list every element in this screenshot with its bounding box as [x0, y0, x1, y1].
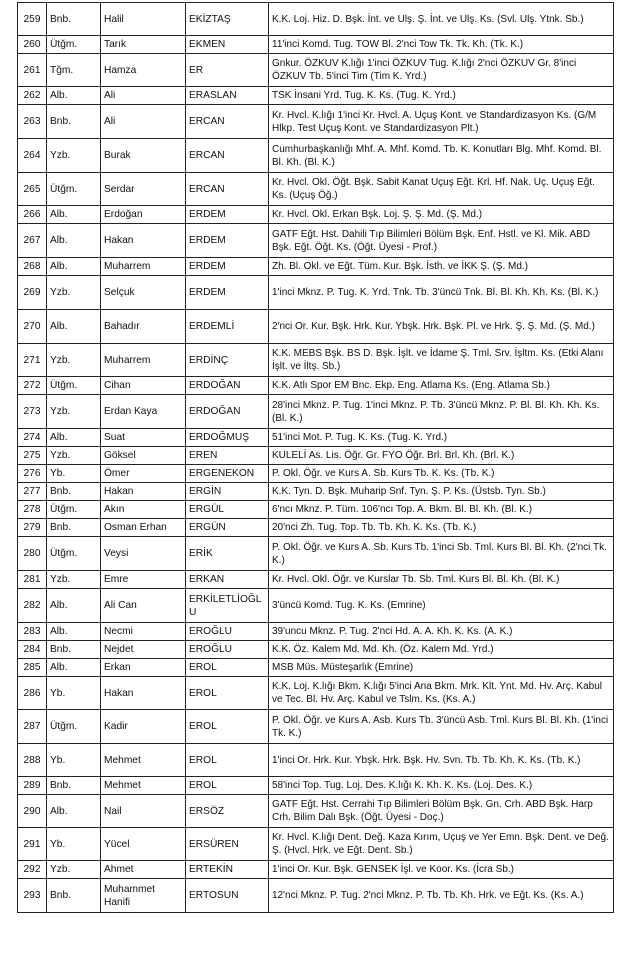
unit-cell: 39'uncu Mknz. P. Tug. 2'nci Hd. A. A. Kh. K. Ks. (A. K.) — [269, 623, 614, 641]
table-row — [18, 589, 614, 623]
surname-cell: ERDEM — [186, 258, 269, 276]
first-name-cell: Ali — [101, 87, 186, 105]
rank-cell: Yzb. — [47, 139, 101, 173]
row-number: 271 — [18, 344, 47, 377]
row-number: 268 — [18, 258, 47, 276]
unit-cell: 20'nci Zh. Tug. Top. Tb. Tb. Kh. K. Ks. (Tb. K.) — [269, 519, 614, 537]
table-row — [18, 641, 614, 659]
table-row — [18, 276, 614, 310]
table-row — [18, 258, 614, 276]
table-row — [18, 54, 614, 87]
row-number: 262 — [18, 87, 47, 105]
table-row — [18, 377, 614, 395]
first-name-cell: Hakan — [101, 224, 186, 258]
table-row — [18, 501, 614, 519]
row-number: 292 — [18, 861, 47, 879]
rank-cell: Ütğm. — [47, 173, 101, 206]
row-number: 293 — [18, 879, 47, 913]
surname-cell: ER — [186, 54, 269, 87]
table-row — [18, 465, 614, 483]
rank-cell: Alb. — [47, 429, 101, 447]
unit-cell: 1'inci Mknz. P. Tug. K. Yrd. Tnk. Tb. 3'üncü Tnk. Bl. Bl. Kh. Kh. Ks. (Bl. K.) — [269, 276, 614, 310]
row-number: 275 — [18, 447, 47, 465]
first-name-cell: Bahadır — [101, 310, 186, 344]
surname-cell: ERSÖZ — [186, 795, 269, 828]
rank-cell: Yb. — [47, 744, 101, 777]
row-number: 289 — [18, 777, 47, 795]
table-row — [18, 344, 614, 377]
table-row — [18, 429, 614, 447]
first-name-cell: Muhammet Hanifi — [101, 879, 186, 913]
first-name-cell: Yücel — [101, 828, 186, 861]
surname-cell: EKİZTAŞ — [186, 3, 269, 36]
surname-cell: ERDEM — [186, 224, 269, 258]
rank-cell: Ütğm. — [47, 377, 101, 395]
unit-cell: 1'inci Or. Kur. Bşk. GENSEK İşl. ve Koor. Ks. (İcra Sb.) — [269, 861, 614, 879]
row-number: 284 — [18, 641, 47, 659]
surname-cell: EROĞLU — [186, 623, 269, 641]
table-row — [18, 105, 614, 139]
unit-cell: 6'ncı Mknz. P. Tüm. 106'ncı Top. A. Bkm. Bl. Bl. Kh. (Bl. K.) — [269, 501, 614, 519]
surname-cell: ERDOĞAN — [186, 377, 269, 395]
surname-cell: ERDOĞMUŞ — [186, 429, 269, 447]
first-name-cell: Hakan — [101, 483, 186, 501]
unit-cell: 3'üncü Komd. Tug. K. Ks. (Emrine) — [269, 589, 614, 623]
rank-cell: Tğm. — [47, 54, 101, 87]
rank-cell: Bnb. — [47, 3, 101, 36]
rank-cell: Alb. — [47, 659, 101, 677]
surname-cell: ERKAN — [186, 571, 269, 589]
unit-cell: KULELİ As. Lis. Öğr. Gr. FYO Öğr. Brl. Brl. Kh. (Brl. K.) — [269, 447, 614, 465]
table-row — [18, 483, 614, 501]
first-name-cell: Erdan Kaya — [101, 395, 186, 429]
row-number: 281 — [18, 571, 47, 589]
surname-cell: ERDEMLİ — [186, 310, 269, 344]
unit-cell: MSB Müs. Müsteşarlık (Emrine) — [269, 659, 614, 677]
surname-cell: ERDOĞAN — [186, 395, 269, 429]
first-name-cell: Osman Erhan — [101, 519, 186, 537]
rank-cell: Ütğm. — [47, 537, 101, 571]
surname-cell: ERDİNÇ — [186, 344, 269, 377]
surname-cell: ERDEM — [186, 206, 269, 224]
first-name-cell: Cihan — [101, 377, 186, 395]
rank-cell: Alb. — [47, 87, 101, 105]
row-number: 279 — [18, 519, 47, 537]
unit-cell: Kr. Hvcl. Okl. Öğt. Bşk. Sabit Kanat Uçuş Eğt. Krl. Hf. Nak. Uç. Uçuş Eğt. Ks. (Uçuş Öğ.) — [269, 173, 614, 206]
row-number: 288 — [18, 744, 47, 777]
row-number: 278 — [18, 501, 47, 519]
row-number: 264 — [18, 139, 47, 173]
row-number: 286 — [18, 677, 47, 710]
surname-cell: ERGİN — [186, 483, 269, 501]
unit-cell: Gnkur. ÖZKUV K.lığı 1'inci ÖZKUV Tug. K.lığı 2'nci ÖZKUV Gr. 8'inci ÖZKUV Tb. 5'inci Tim (Tim K. Yrd.) — [269, 54, 614, 87]
row-number: 272 — [18, 377, 47, 395]
table-row — [18, 828, 614, 861]
surname-cell: ERCAN — [186, 139, 269, 173]
unit-cell: 51'inci Mot. P. Tug. K. Ks. (Tug. K. Yrd.) — [269, 429, 614, 447]
first-name-cell: Ali — [101, 105, 186, 139]
rank-cell: Yb. — [47, 465, 101, 483]
rank-cell: Yb. — [47, 677, 101, 710]
unit-cell: P. Okl. Öğr. ve Kurs A. Sb. Kurs Tb. K. Ks. (Tb. K.) — [269, 465, 614, 483]
first-name-cell: Mehmet — [101, 744, 186, 777]
surname-cell: ERGENEKON — [186, 465, 269, 483]
row-number: 282 — [18, 589, 47, 623]
table-row — [18, 206, 614, 224]
table-row — [18, 395, 614, 429]
table-body — [18, 3, 614, 913]
surname-cell: ERDEM — [186, 276, 269, 310]
unit-cell: P. Okl. Öğr. ve Kurs A. Sb. Kurs Tb. 1'inci Sb. Tml. Kurs Bl. Bl. Kh. (2'nci Tk. K.) — [269, 537, 614, 571]
unit-cell: 2'nci Or. Kur. Bşk. Hrk. Kur. Ybşk. Hrk. Bşk. Pl. ve Hrk. Ş. Ş. Md. (Ş. Md.) — [269, 310, 614, 344]
first-name-cell: Tarık — [101, 36, 186, 54]
surname-cell: ERGÜL — [186, 501, 269, 519]
table-row — [18, 310, 614, 344]
rank-cell: Alb. — [47, 623, 101, 641]
first-name-cell: Emre — [101, 571, 186, 589]
rank-cell: Ütğm. — [47, 501, 101, 519]
surname-cell: EROL — [186, 777, 269, 795]
table-row — [18, 571, 614, 589]
surname-cell: EROĞLU — [186, 641, 269, 659]
table-row — [18, 744, 614, 777]
unit-cell: 11'inci Komd. Tug. TOW Bl. 2'nci Tow Tk. Tk. Kh. (Tk. K.) — [269, 36, 614, 54]
row-number: 291 — [18, 828, 47, 861]
rank-cell: Yzb. — [47, 395, 101, 429]
first-name-cell: Erdoğan — [101, 206, 186, 224]
unit-cell: K.K. Loj. Hiz. D. Bşk. İnt. ve Ulş. Ş. İnt. ve Ulş. Ks. (Svl. Ulş. Ytnk. Sb.) — [269, 3, 614, 36]
unit-cell: Kr. Hvcl. Okl. Öğr. ve Kurslar Tb. Sb. Tml. Kurs Bl. Bl. Kh. (Bl. K.) — [269, 571, 614, 589]
row-number: 277 — [18, 483, 47, 501]
surname-cell: ERCAN — [186, 105, 269, 139]
rank-cell: Bnb. — [47, 641, 101, 659]
row-number: 266 — [18, 206, 47, 224]
unit-cell: 1'inci Or. Hrk. Kur. Ybşk. Hrk. Bşk. Hv. Svn. Tb. Tb. Kh. K. Ks. (Tb. K.) — [269, 744, 614, 777]
table-row — [18, 139, 614, 173]
surname-cell: ERSÜREN — [186, 828, 269, 861]
table-row — [18, 710, 614, 744]
rank-cell: Yzb. — [47, 276, 101, 310]
surname-cell: EKMEN — [186, 36, 269, 54]
rank-cell: Bnb. — [47, 483, 101, 501]
row-number: 285 — [18, 659, 47, 677]
rank-cell: Alb. — [47, 589, 101, 623]
first-name-cell: Kadir — [101, 710, 186, 744]
unit-cell: Kr. Hvcl. K.lığı Dent. Değ. Kaza Kırım, Uçuş ve Yer Emn. Bşk. Dent. ve Değ. Ş. (Hvcl. Hrk. ve Eğt. Dent. Sb.) — [269, 828, 614, 861]
first-name-cell: Ömer — [101, 465, 186, 483]
row-number: 265 — [18, 173, 47, 206]
table-row — [18, 623, 614, 641]
first-name-cell: Erkan — [101, 659, 186, 677]
rank-cell: Yzb. — [47, 861, 101, 879]
table-row — [18, 3, 614, 36]
unit-cell: Kr. Hvcl. Okl. Erkan Bşk. Loj. Ş. Ş. Md. (Ş. Md.) — [269, 206, 614, 224]
first-name-cell: Selçuk — [101, 276, 186, 310]
surname-cell: EROL — [186, 744, 269, 777]
unit-cell: GATF Eğt. Hst. Dahili Tıp Bilimleri Bölüm Bşk. Enf. Hstl. ve Kl. Mik. ABD Bşk. Eğt. Öğt. Ks. (Öğt. Üyesi - Prof.) — [269, 224, 614, 258]
row-number: 260 — [18, 36, 47, 54]
unit-cell: K.K. Loj. K.lığı Bkm. K.lığı 5'inci Ana Bkm. Mrk. Klt. Ynt. Md. Hv. Arç. Kabul ve Tec. Bl. Hv. Arç. Kabul ve Tslm. Ks. (Ks. A.) — [269, 677, 614, 710]
table-row — [18, 519, 614, 537]
first-name-cell: Muharrem — [101, 344, 186, 377]
rank-cell: Ütğm. — [47, 710, 101, 744]
surname-cell: EROL — [186, 710, 269, 744]
unit-cell: K.K. Atlı Spor EM Bnc. Ekp. Eng. Atlama Ks. (Eng. Atlama Sb.) — [269, 377, 614, 395]
table-row — [18, 677, 614, 710]
row-number: 283 — [18, 623, 47, 641]
surname-cell: ERGÜN — [186, 519, 269, 537]
first-name-cell: Hamza — [101, 54, 186, 87]
surname-cell: EROL — [186, 677, 269, 710]
rank-cell: Bnb. — [47, 777, 101, 795]
row-number: 263 — [18, 105, 47, 139]
surname-cell: ERKİLETLİOĞLU — [186, 589, 269, 623]
surname-cell: ERİK — [186, 537, 269, 571]
unit-cell: K.K. MEBS Bşk. BS D. Bşk. İşlt. ve İdame Ş. Tml. Srv. İşltm. Ks. (Etki Alanı İşlt. ve İltş. Sb.) — [269, 344, 614, 377]
table-row — [18, 447, 614, 465]
table-row — [18, 777, 614, 795]
unit-cell: GATF Eğt. Hst. Cerrahi Tıp Bilimleri Bölüm Bşk. Gn. Crh. ABD Bşk. Harp Crh. Bilim Dalı Bşk. (Öğt. Üyesi - Doç.) — [269, 795, 614, 828]
unit-cell: K.K. Öz. Kalem Md. Md. Kh. (Öz. Kalem Md. Yrd.) — [269, 641, 614, 659]
rank-cell: Yb. — [47, 828, 101, 861]
first-name-cell: Muharrem — [101, 258, 186, 276]
surname-cell: ERASLAN — [186, 87, 269, 105]
first-name-cell: Suat — [101, 429, 186, 447]
row-number: 287 — [18, 710, 47, 744]
table-row — [18, 795, 614, 828]
first-name-cell: Nejdet — [101, 641, 186, 659]
unit-cell: 12'nci Mknz. P. Tug. 2'nci Mknz. P. Tb. Tb. Kh. Hrk. ve Eğt. Ks. (Ks. A.) — [269, 879, 614, 913]
rank-cell: Yzb. — [47, 344, 101, 377]
rank-cell: Alb. — [47, 310, 101, 344]
first-name-cell: Mehmet — [101, 777, 186, 795]
row-number: 290 — [18, 795, 47, 828]
rank-cell: Ütğm. — [47, 36, 101, 54]
rank-cell: Bnb. — [47, 105, 101, 139]
row-number: 259 — [18, 3, 47, 36]
unit-cell: P. Okl. Öğr. ve Kurs A. Asb. Kurs Tb. 3'üncü Asb. Tml. Kurs Bl. Bl. Kh. (1'inci Tk. K.) — [269, 710, 614, 744]
table-row — [18, 36, 614, 54]
first-name-cell: Veysi — [101, 537, 186, 571]
first-name-cell: Akın — [101, 501, 186, 519]
row-number: 273 — [18, 395, 47, 429]
row-number: 267 — [18, 224, 47, 258]
table-row — [18, 173, 614, 206]
table-row — [18, 861, 614, 879]
first-name-cell: Nail — [101, 795, 186, 828]
table-row — [18, 659, 614, 677]
surname-cell: ERCAN — [186, 173, 269, 206]
first-name-cell: Necmi — [101, 623, 186, 641]
table-row — [18, 537, 614, 571]
row-number: 274 — [18, 429, 47, 447]
unit-cell: Cumhurbaşkanlığı Mhf. A. Mhf. Komd. Tb. K. Konutları Blg. Mhf. Komd. Bl. Bl. Kh. (Bl. K.) — [269, 139, 614, 173]
first-name-cell: Halil — [101, 3, 186, 36]
rank-cell: Bnb. — [47, 519, 101, 537]
first-name-cell: Ahmet — [101, 861, 186, 879]
unit-cell: TSK İnsani Yrd. Tug. K. Ks. (Tug. K. Yrd.) — [269, 87, 614, 105]
first-name-cell: Serdar — [101, 173, 186, 206]
rank-cell: Bnb. — [47, 879, 101, 913]
unit-cell: K.K. Tyn. D. Bşk. Muharip Snf. Tyn. Ş. P. Ks. (Üstsb. Tyn. Sb.) — [269, 483, 614, 501]
rank-cell: Alb. — [47, 258, 101, 276]
surname-cell: EREN — [186, 447, 269, 465]
row-number: 270 — [18, 310, 47, 344]
rank-cell: Alb. — [47, 795, 101, 828]
row-number: 269 — [18, 276, 47, 310]
row-number: 280 — [18, 537, 47, 571]
first-name-cell: Burak — [101, 139, 186, 173]
surname-cell: ERTEKİN — [186, 861, 269, 879]
rank-cell: Alb. — [47, 206, 101, 224]
rank-cell: Alb. — [47, 224, 101, 258]
first-name-cell: Göksel — [101, 447, 186, 465]
row-number: 261 — [18, 54, 47, 87]
surname-cell: ERTOSUN — [186, 879, 269, 913]
surname-cell: EROL — [186, 659, 269, 677]
table-row — [18, 224, 614, 258]
table-row — [18, 87, 614, 105]
unit-cell: 28'inci Mknz. P. Tug. 1'inci Mknz. P. Tb. 3'üncü Mknz. P. Bl. Bl. Kh. Kh. Ks. (Bl. K.) — [269, 395, 614, 429]
unit-cell: 58'inci Top. Tug. Loj. Des. K.lığı K. Kh. K. Ks. (Loj. Des. K.) — [269, 777, 614, 795]
first-name-cell: Hakan — [101, 677, 186, 710]
unit-cell: Zh. Bl. Okl. ve Eğt. Tüm. Kur. Bşk. İsth. ve İKK Ş. (Ş. Md.) — [269, 258, 614, 276]
personnel-table — [17, 2, 614, 913]
row-number: 276 — [18, 465, 47, 483]
unit-cell: Kr. Hvcl. K.lığı 1'inci Kr. Hvcl. A. Uçuş Kont. ve Standardizasyon Ks. (G/M Hlkp. Test Uçuş Kont. ve Standardizasyon Plt.) — [269, 105, 614, 139]
table-row — [18, 879, 614, 913]
rank-cell: Yzb. — [47, 571, 101, 589]
first-name-cell: Ali Can — [101, 589, 186, 623]
rank-cell: Yzb. — [47, 447, 101, 465]
